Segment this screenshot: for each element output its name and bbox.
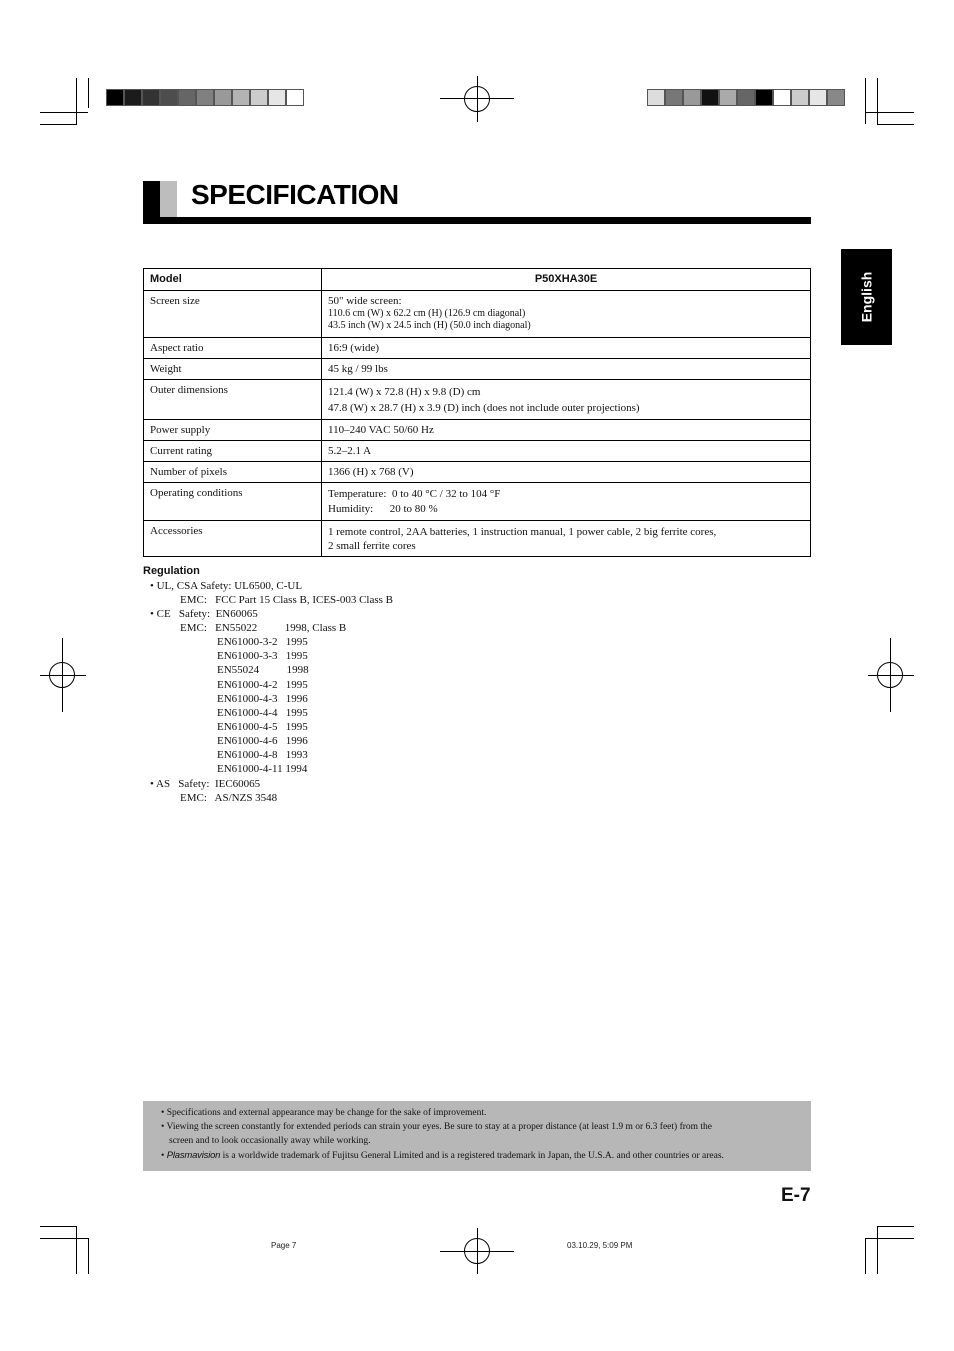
regulation-line: EN55024 1998 [217,664,309,676]
row-value-line: 121.4 (W) x 72.8 (H) x 9.8 (D) cm [328,386,481,398]
regulation-line: EN61000-3-3 1995 [217,650,308,662]
regulation-line: EN61000-3-2 1995 [217,636,308,648]
table-row [144,291,811,338]
table-header-row [144,269,811,291]
row-value-line: 1 remote control, 2AA batteries, 1 instruction manual, 1 power cable, 2 big ferrite cores, [328,526,717,538]
footer-timestamp: 03.10.29, 5:09 PM [567,1241,633,1250]
regulation-line: EN61000-4-3 1996 [217,693,308,705]
regulation-line: EN61000-4-5 1995 [217,721,308,733]
table-row [144,441,811,462]
regulation-line: EN61000-4-6 1996 [217,735,308,747]
regulation-line: • AS Safety: IEC60065 [150,778,261,790]
regulation-heading: Regulation [143,565,200,577]
row-label: Aspect ratio [144,338,322,359]
row-value-line: 2 small ferrite cores [328,540,416,552]
regulation-line: EMC: EN55022 1998, Class B [180,622,347,634]
row-value-line: Humidity: 20 to 80 % [328,503,438,515]
table-header-label: Model [144,269,322,291]
row-value-line: Temperature: 0 to 40 °C / 32 to 104 °F [328,488,501,500]
note-line: • Specifications and external appearance may be change for the sake of improvement. [161,1108,487,1118]
row-label: Power supply [144,420,322,441]
title-underline [143,217,811,224]
regulation-line: • CE Safety: EN60065 [150,608,258,620]
row-value: 16:9 (wide) [322,338,811,359]
title-marker-accent [160,181,177,218]
table-row [144,338,811,359]
row-value [322,521,811,557]
table-header-model: P50XHA30E [322,269,811,291]
row-value: 110–240 VAC 50/60 Hz [322,420,811,441]
row-label: Outer dimensions [144,380,322,420]
note-line: • Viewing the screen constantly for extended periods can strain your eyes. Be sure to stay at a proper distance (at least 1.9 m or 6.3 feet) from the [161,1122,713,1132]
row-value-line: 47.8 (W) x 28.7 (H) x 3.9 (D) inch (does not include outer projections) [328,402,640,414]
row-value [322,483,811,521]
specification-table [143,268,811,557]
table-row [144,380,811,420]
table-row [144,359,811,380]
row-value [322,380,811,420]
row-label: Number of pixels [144,462,322,483]
table-row [144,521,811,557]
table-row [144,462,811,483]
regulation-line: EN61000-4-2 1995 [217,679,308,691]
regulation-line: EMC: AS/NZS 3548 [180,792,278,804]
row-value [322,291,811,338]
language-tab-label-wrap [841,249,892,345]
regulation-line: EN61000-4-8 1993 [217,749,308,761]
table-row [144,420,811,441]
note-bullet: • [161,1151,165,1161]
row-label: Weight [144,359,322,380]
row-value: 1366 (H) x 768 (V) [322,462,811,483]
row-label: Accessories [144,521,322,557]
page-title: SPECIFICATION [191,179,399,210]
row-value: 5.2–2.1 A [322,441,811,462]
table-row [144,483,811,521]
note-line-trademark [161,1149,724,1163]
row-label: Screen size [144,291,322,338]
row-value-line: 110.6 cm (W) x 62.2 cm (H) (126.9 cm diagonal) [328,308,526,319]
page-number: E-7 [781,1185,811,1206]
row-value: 45 kg / 99 lbs [322,359,811,380]
note-line: screen and to look occasionally away while working. [169,1136,371,1146]
regulation-line: EN61000-4-4 1995 [217,707,308,719]
plasmavision-logo: Plasmavision [166,1150,221,1161]
regulation-line: EMC: FCC Part 15 Class B, ICES-003 Class B [180,594,394,606]
footer-page-label: Page 7 [271,1241,297,1250]
language-tab-label: English [858,271,875,323]
trademark-text: is a worldwide trademark of Fujitsu General Limited and is a registered trademark in Japan, the U.S.A. and other countries or areas. [220,1151,724,1161]
row-label: Current rating [144,441,322,462]
row-value-line: 43.5 inch (W) x 24.5 inch (H) (50.0 inch diagonal) [328,320,531,331]
row-value-line: 50" wide screen: [328,295,402,307]
regulation-line: EN61000-4-11 1994 [217,763,308,775]
row-label: Operating conditions [144,483,322,521]
regulation-line: • UL, CSA Safety: UL6500, C-UL [150,580,303,592]
